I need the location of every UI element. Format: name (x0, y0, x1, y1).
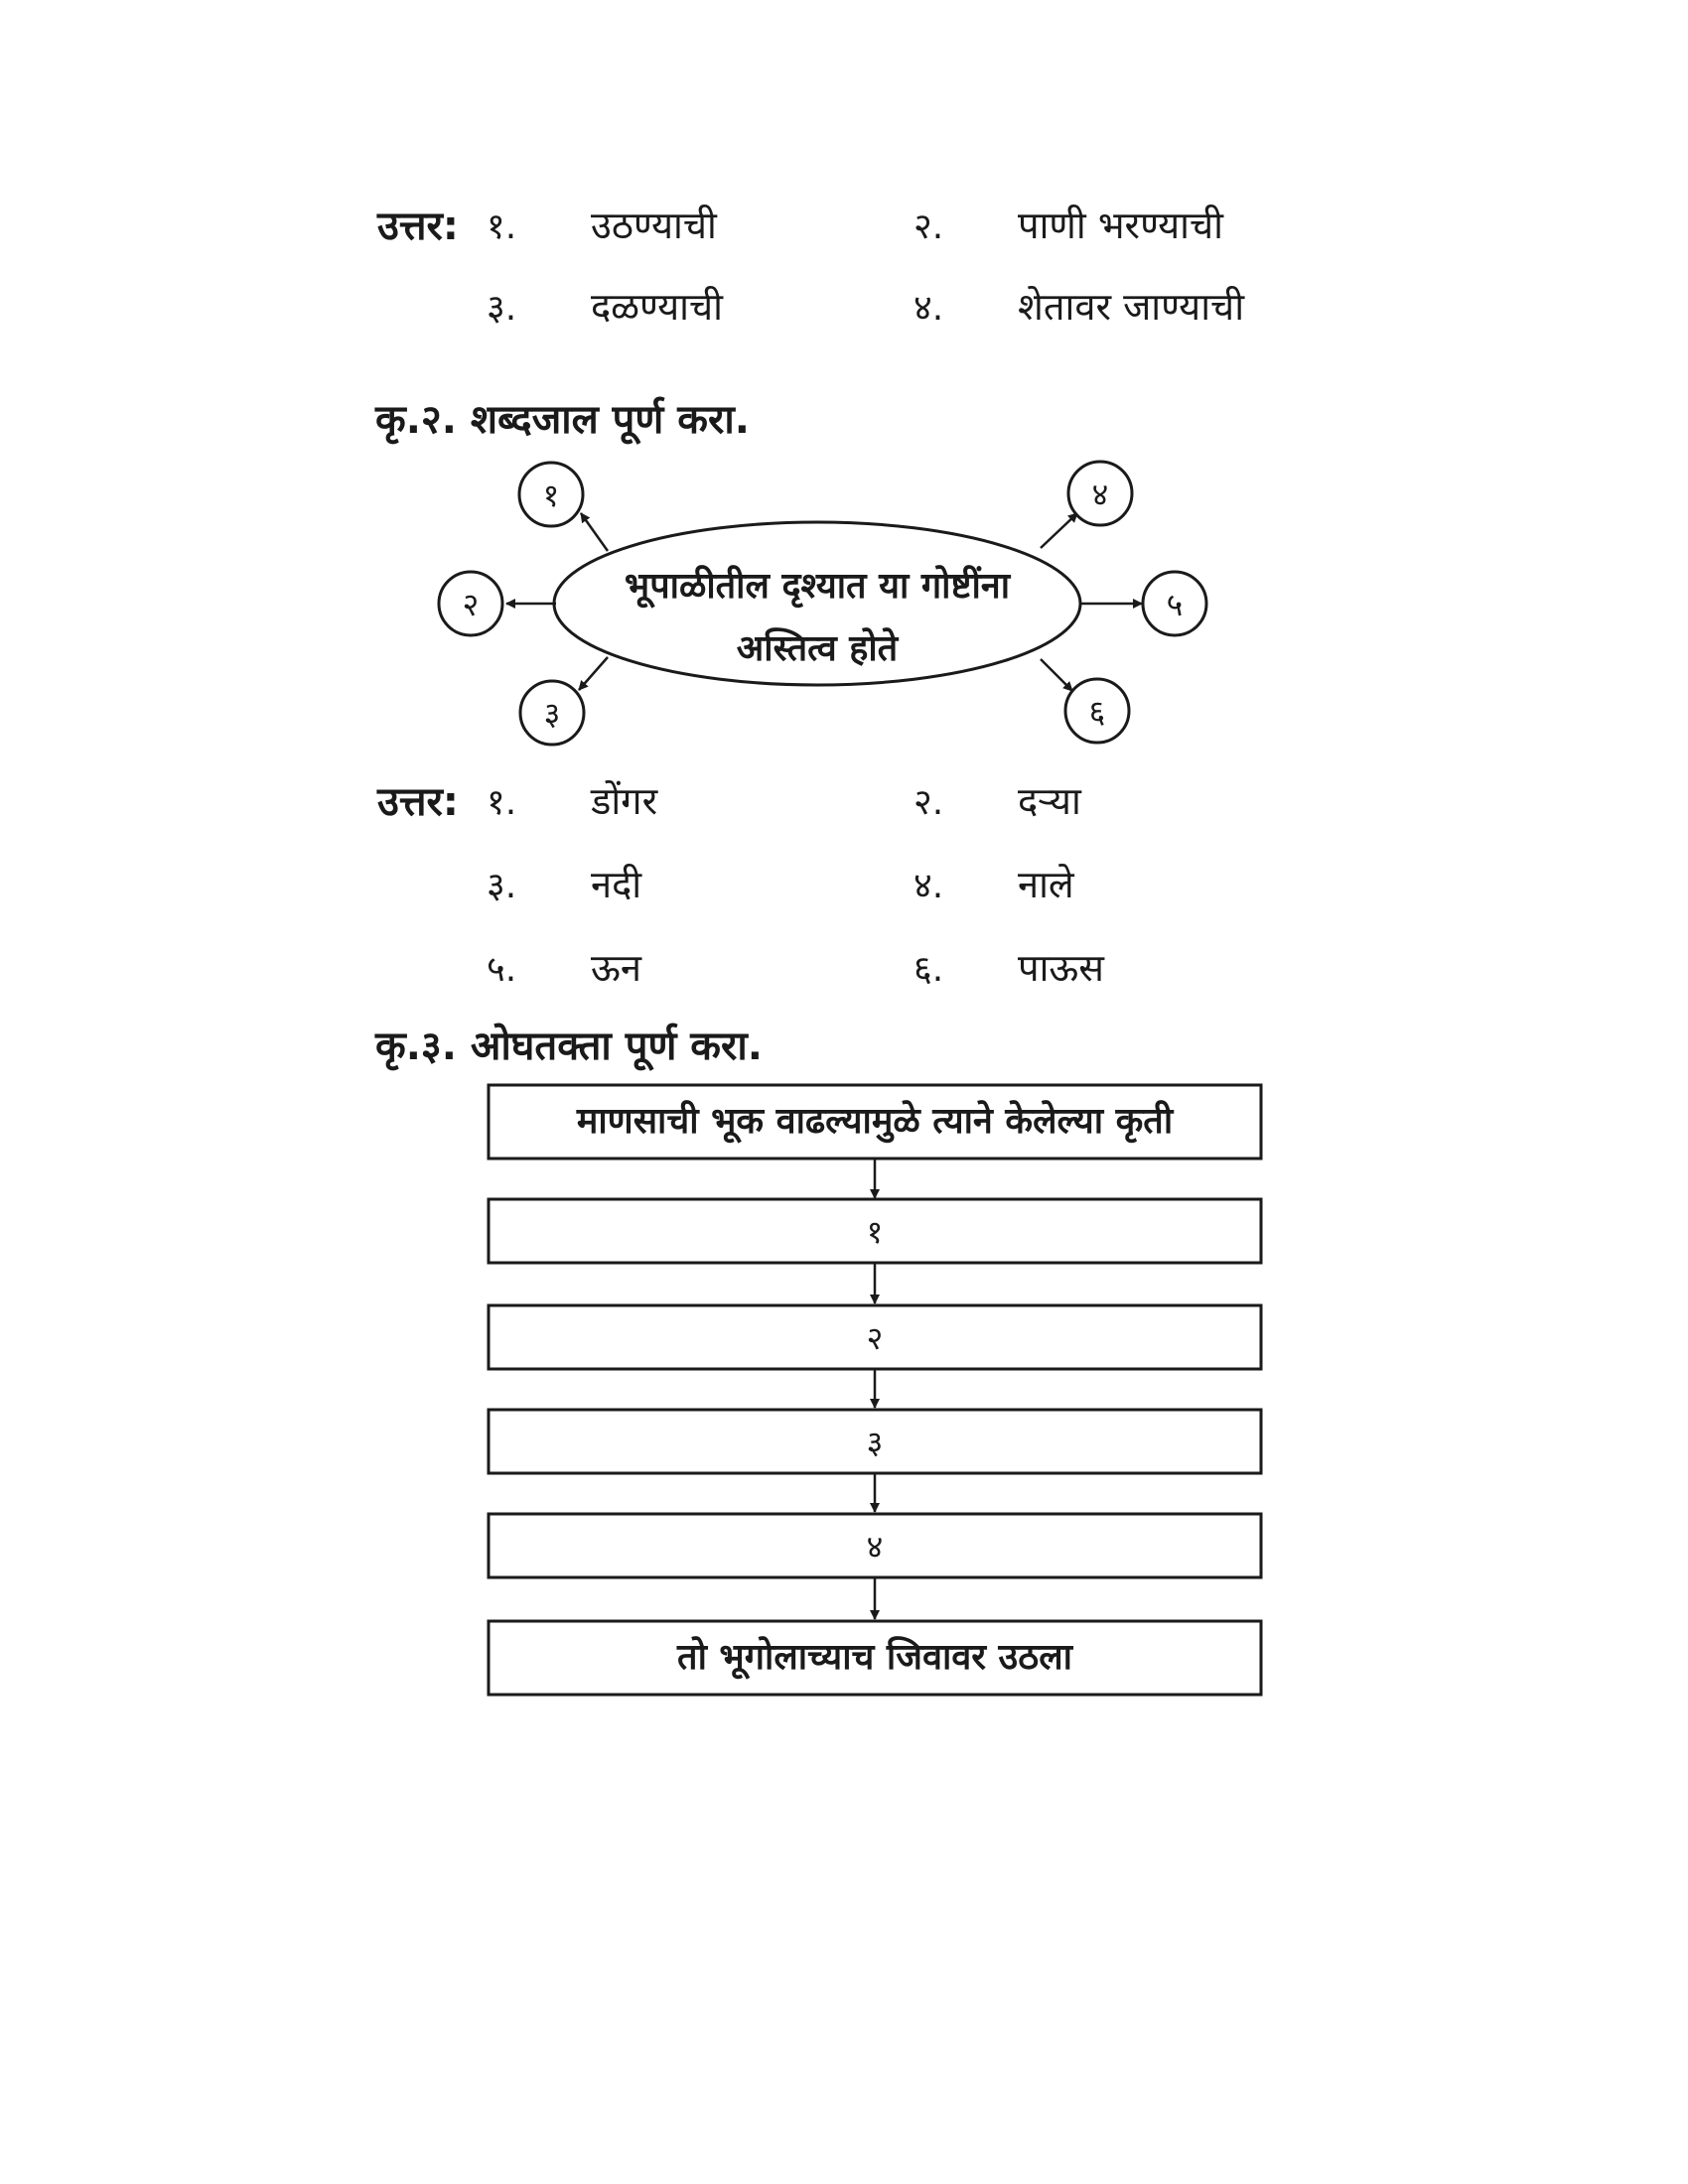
answer-text: ऊन (591, 946, 641, 990)
answer-text: पाऊस (1018, 946, 1104, 990)
flow-step-label-2: २ (866, 1319, 884, 1357)
answer-label-1: उत्तर: (377, 204, 459, 249)
answer-text: नदी (591, 863, 642, 906)
web-node-1-label: १ (542, 477, 560, 514)
answer-num: २. (914, 782, 944, 823)
web-node-6-label: ६ (1088, 693, 1106, 731)
web-node-2-label: २ (462, 586, 480, 623)
web-center-line2: अस्तित्व होते (736, 628, 899, 669)
answer-text: डोंगर (591, 779, 658, 823)
answer-num: ४. (914, 288, 944, 329)
answer-text: दऱ्या (1018, 779, 1081, 823)
flow-bottom-text: तो भूगोलाच्याच जिवावर उठला (677, 1637, 1072, 1678)
answer-label-2: उत्तर: (377, 779, 459, 825)
answer-num: २. (914, 206, 944, 247)
flow-top-text: माणसाची भूक वाढल्यामुळे त्याने केलेल्या कृती (576, 1101, 1174, 1142)
answer-num: १. (487, 206, 517, 247)
flow-step-label-1: १ (866, 1213, 884, 1251)
answer-num: ६. (914, 949, 944, 990)
answer-text: शेतावर जाण्याची (1018, 285, 1245, 329)
answer-num: ५. (487, 949, 517, 990)
answer-text: उठण्याची (591, 204, 717, 247)
web-node-3-label: ३ (543, 695, 561, 733)
web-node-4-label: ४ (1091, 476, 1109, 513)
question-3-heading: कृ.३. ओघतक्ता पूर्ण करा. (375, 1024, 763, 1069)
web-node-5-label: ५ (1166, 586, 1184, 623)
web-arrow-1 (581, 513, 608, 551)
answer-num: ४. (914, 866, 944, 906)
answer-text: दळण्याची (591, 285, 723, 329)
answer-num: १. (487, 782, 517, 823)
flow-step-label-3: ३ (866, 1424, 884, 1461)
answer-num: ३. (487, 288, 517, 329)
web-center-line1: भूपाळीतील दृश्यात या गोष्टींना (624, 566, 1011, 607)
web-arrow-4 (1041, 513, 1077, 548)
web-arrow-6 (1041, 659, 1072, 691)
answer-num: ३. (487, 866, 517, 906)
answer-text: नाले (1018, 863, 1074, 906)
question-2-heading: कृ.२. शब्दजाल पूर्ण करा. (375, 397, 750, 443)
answer-text: पाणी भरण्याची (1018, 204, 1223, 247)
flow-step-label-4: ४ (866, 1528, 884, 1566)
web-arrow-3 (579, 657, 608, 690)
